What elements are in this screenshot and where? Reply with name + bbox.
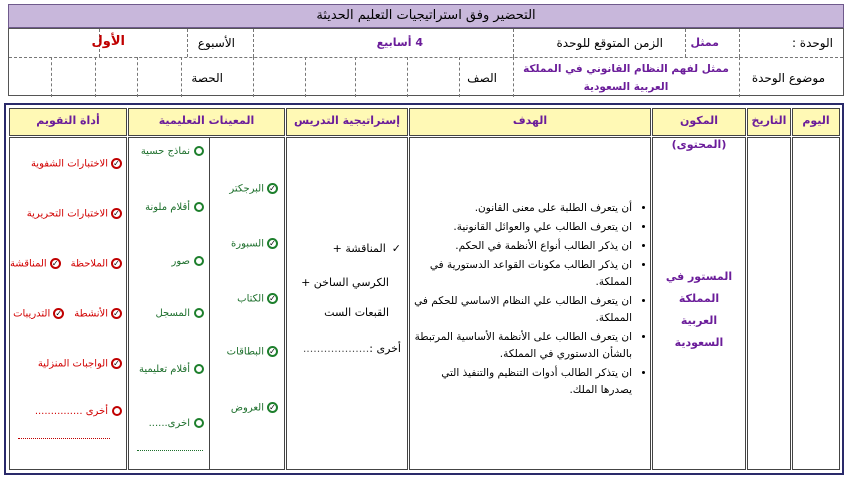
aid-board[interactable]: ✓السبورة xyxy=(231,238,278,250)
strategy-cell xyxy=(286,137,408,470)
col-component: المكون (المحتوى) xyxy=(652,108,746,136)
goal-item: • ان يتعرف الطالب على الأنظمة الأساسية المرتبطة بالشأن الدستوري في المملكة. xyxy=(414,329,632,363)
aid-pictures[interactable]: صور xyxy=(172,256,205,267)
aid-colored-pens[interactable]: أقلام ملونة xyxy=(145,202,204,213)
assessment-homework[interactable]: ✓الواجبات المنزلية xyxy=(38,358,122,370)
goal-item: • أن يتعرف الطلبة على معنى القانون. xyxy=(414,200,632,217)
aids-cell xyxy=(128,137,285,470)
checked-circle-icon: ✓ xyxy=(50,258,61,269)
aid-films[interactable]: أفلام تعليمية xyxy=(139,364,204,375)
strategy-other[interactable]: أخرى :................... xyxy=(302,342,401,355)
unit-value: ممثل xyxy=(690,36,719,49)
checked-circle-icon: ✓ xyxy=(267,346,278,357)
col-strategy: إستراتيجية التدريس xyxy=(286,108,408,136)
goal-item: • ان يتذكر الطالب أدوات التنظيم والتنفيذ التي يصدرها الملك. xyxy=(414,365,632,399)
checked-circle-icon: ✓ xyxy=(111,258,122,269)
unit-label: الوحدة : xyxy=(791,36,833,50)
goal-cell xyxy=(409,137,651,470)
checked-circle-icon: ✓ xyxy=(111,158,122,169)
assessment-written[interactable]: ✓الاختبارات التحريرية xyxy=(27,208,122,220)
check-icon: ✓ xyxy=(391,242,401,255)
aid-presentations[interactable]: ✓العروض xyxy=(231,402,278,414)
checked-circle-icon: ✓ xyxy=(267,293,278,304)
col-aids: المعينات التعليمية xyxy=(128,108,285,136)
radio-circle-icon xyxy=(194,364,204,374)
class-label: الصف xyxy=(467,71,497,85)
goals-list xyxy=(410,200,650,401)
assessment-activities[interactable]: ✓الأنشطة✓التدريبات xyxy=(13,308,122,320)
goal-item: • ان يذكر الطالب أنواع الأنظمة في الحكم. xyxy=(414,238,632,255)
col-day: اليوم xyxy=(792,108,840,136)
aid-book[interactable]: ✓الكتاب xyxy=(237,293,278,305)
assessment-observation[interactable]: ✓الملاحظة✓المناقشة xyxy=(10,258,122,270)
date-cell xyxy=(747,137,791,470)
checked-circle-icon: ✓ xyxy=(111,308,122,319)
period-label: الحصة xyxy=(191,71,223,85)
strategy-item-2[interactable]: الكرسي الساخن + xyxy=(301,276,389,289)
duration-label: الزمن المتوقع للوحدة xyxy=(556,36,663,50)
col-assessment: أداة التقويم xyxy=(9,108,127,136)
component-cell xyxy=(652,137,746,470)
page-title: التحضير وفق استراتيجيات التعليم الحديثة xyxy=(8,4,844,28)
checked-circle-icon: ✓ xyxy=(267,402,278,413)
assessment-oral[interactable]: ✓الاختبارات الشفوية xyxy=(31,158,122,170)
week-label: الأسبوع xyxy=(197,36,235,50)
duration-value: 4 أسابيع xyxy=(376,36,423,49)
unit-header xyxy=(8,28,844,96)
goal-item: • ان يتعرف الطالب علي والعوائل القانونية. xyxy=(414,219,632,236)
checked-circle-icon: ✓ xyxy=(53,308,64,319)
aid-recorder[interactable]: المسجل xyxy=(155,308,204,319)
strategy-item-1[interactable]: ✓المناقشة + xyxy=(332,242,401,255)
aid-other[interactable]: اخرى...... xyxy=(149,418,204,429)
radio-circle-icon xyxy=(112,406,122,416)
col-date: التاريخ xyxy=(747,108,791,136)
strategy-item-3[interactable]: القبعات الست xyxy=(324,306,389,319)
goal-item: • ان يتعرف الطالب علي النظام الاساسي للحكم في المملكة. xyxy=(414,293,632,327)
checked-circle-icon: ✓ xyxy=(267,238,278,249)
radio-circle-icon xyxy=(194,308,204,318)
checked-circle-icon: ✓ xyxy=(111,358,122,369)
radio-circle-icon xyxy=(194,202,204,212)
radio-circle-icon xyxy=(194,256,204,266)
week-value: الأول xyxy=(91,34,125,49)
topic-value: ممثل لفهم النظام القانوني في المملكة العربية السعودية xyxy=(523,63,729,93)
goal-item: • ان يذكر الطالب مكونات القواعد الدستورية في المملكة. xyxy=(414,257,632,291)
radio-circle-icon xyxy=(194,146,204,156)
assessment-other[interactable]: أخرى ............... xyxy=(35,406,122,417)
aid-projector[interactable]: ✓البرجكتر xyxy=(229,183,278,195)
aid-cards[interactable]: ✓البطاقات xyxy=(227,346,278,358)
day-cell xyxy=(792,137,840,470)
aid-models[interactable]: نماذج حسية xyxy=(141,146,204,157)
checked-circle-icon: ✓ xyxy=(267,183,278,194)
col-goal: الهدف xyxy=(409,108,651,136)
topic-label: موضوع الوحدة xyxy=(751,71,825,85)
radio-circle-icon xyxy=(194,418,204,428)
component-value: المستور في المملكة العربية السعودية xyxy=(665,270,733,349)
checked-circle-icon: ✓ xyxy=(111,208,122,219)
lesson-table xyxy=(4,103,844,475)
assessment-cell xyxy=(9,137,127,470)
